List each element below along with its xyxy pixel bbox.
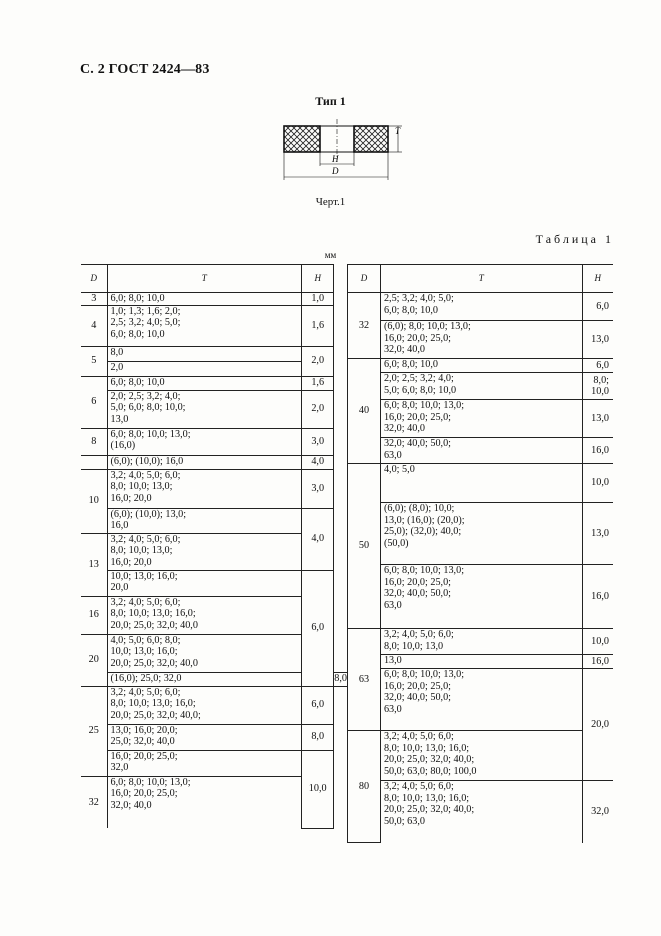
wheel-section-right (354, 126, 388, 152)
cell-t: (6,0); (10,0); 13,0; 16,0 (107, 508, 302, 533)
table-row (348, 321, 614, 359)
cell-t: 6,0; 8,0; 10,0 (107, 376, 302, 390)
table-row (81, 508, 348, 533)
table-row (348, 655, 614, 669)
cell-t: (16,0); 25,0; 32,0 (107, 672, 302, 686)
cell-d: 10 (81, 469, 107, 533)
table-row (348, 629, 614, 655)
cell-h: 4,0 (302, 508, 334, 570)
cell-t: 13,0 (380, 655, 582, 669)
table-row (348, 731, 614, 781)
table-row (348, 400, 614, 438)
cell-t: 4,0; 5,0 (380, 464, 582, 503)
table-row (81, 376, 348, 390)
cell-t: 2,0; 2,5; 3,2; 4,0; 5,0; 6,0; 8,0; 10,0 (380, 373, 582, 400)
cell-h: 32,0 (582, 781, 613, 843)
wheel-drawing (270, 116, 410, 184)
cell-d: 3 (81, 293, 107, 306)
table-row (348, 503, 614, 565)
table-row (348, 293, 614, 321)
cell-d: 5 (81, 346, 107, 376)
table-row (81, 750, 348, 776)
cell-d: 40 (348, 359, 381, 464)
cell-t: 1,0; 1,3; 1,6; 2,0; 2,5; 3,2; 4,0; 5,0; 6,0; 8,0; 10,0 (107, 305, 302, 346)
cell-d: 4 (81, 305, 107, 346)
cell-d: 25 (81, 686, 107, 776)
column-header-h: H (302, 265, 334, 293)
page-header: С. 2 ГОСТ 2424—83 (80, 62, 210, 77)
cell-h: 8,0 (334, 673, 347, 685)
table-row (348, 438, 614, 464)
cell-h: 1,6 (302, 305, 334, 346)
cell-t: 16,0; 20,0; 25,0; 32,0 (107, 750, 302, 776)
column-header-d: D (348, 265, 381, 293)
cell-t: 6,0; 8,0; 10,0 (107, 293, 302, 306)
cell-d (81, 455, 107, 469)
cell-h: 8,0 (302, 724, 334, 750)
cell-d: 32 (81, 776, 107, 828)
cell-t: 6,0; 8,0; 10,0; 13,0; 16,0; 20,0; 25,0; 32,0; 40,0; 50,0; 63,0 (380, 565, 582, 629)
cell-d: 6 (81, 376, 107, 428)
column-header-d: D (81, 265, 107, 293)
cell-t: (6,0); (8,0); 10,0; 13,0; (16,0); (20,0); 25,0); (32,0); 40,0; (50,0) (380, 503, 582, 565)
column-header-t: T (380, 265, 582, 293)
cell-t: 3,2; 4,0; 5,0; 6,0; 8,0; 10,0; 13,0; 16,0; 20,0 (107, 469, 302, 508)
cell-t: 2,5; 3,2; 4,0; 5,0; 6,0; 8,0; 10,0 (380, 293, 582, 321)
table-row (81, 469, 348, 508)
table-row (81, 305, 348, 346)
cell-h: 13,0 (582, 400, 613, 438)
cell-t: 3,2; 4,0; 5,0; 6,0; 8,0; 10,0; 13,0 (380, 629, 582, 655)
cell-t: 32,0; 40,0; 50,0; 63,0 (380, 438, 582, 464)
table-row (348, 373, 614, 400)
table-row (81, 293, 348, 306)
cell-h: 6,0 (582, 293, 613, 321)
cell-t: 8,0 (107, 346, 302, 361)
cell-t: 3,2; 4,0; 5,0; 6,0; 8,0; 10,0; 13,0; 16,0; 20,0; 25,0; 32,0; 40,0; (107, 686, 302, 724)
cell-h: 16,0 (582, 655, 613, 669)
table-row (348, 669, 614, 731)
cell-h: 3,0 (302, 428, 334, 455)
cell-t: 2,0; 2,5; 3,2; 4,0; 5,0; 6,0; 8,0; 10,0; 13,0 (107, 390, 302, 428)
cell-h: 3,0 (302, 469, 334, 508)
cell-t: 6,0; 8,0; 10,0; 13,0; 16,0; 20,0; 25,0; 32,0; 40,0 (380, 400, 582, 438)
cell-h: 13,0 (582, 321, 613, 359)
column-header-h: H (582, 265, 613, 293)
table-row (81, 724, 348, 750)
cell-h: 10,0 (302, 750, 334, 828)
units-label: мм (324, 250, 337, 260)
cell-t: 3,2; 4,0; 5,0; 6,0; 8,0; 10,0; 13,0; 16,0; 20,0; 25,0; 32,0; 40,0; 50,0; 63,0 (380, 781, 582, 843)
cell-t: (6,0); (10,0); 16,0 (107, 455, 302, 469)
cell-t: 3,2; 4,0; 5,0; 6,0; 8,0; 10,0; 13,0; 16,0; 20,0; 25,0; 32,0; 40,0 (107, 596, 302, 634)
cell-d: 32 (348, 293, 381, 359)
table-title: Таблица 1 (535, 232, 614, 246)
cell-d: 80 (348, 731, 381, 843)
label-H: H (332, 154, 339, 164)
cell-h: 8,0; 10,0 (582, 373, 613, 400)
label-D: D (332, 166, 339, 176)
table-row (81, 686, 348, 724)
cell-h: 16,0 (582, 438, 613, 464)
cell-d: 8 (81, 428, 107, 455)
type-title: Тип 1 (315, 94, 346, 108)
cell-d: 20 (81, 634, 107, 686)
cell-d: 50 (348, 464, 381, 629)
cell-t: 4,0; 5,0; 6,0; 8,0; 10,0; 13,0; 16,0; 20,0; 25,0; 32,0; 40,0 (107, 634, 302, 672)
table-row (348, 565, 614, 629)
cell-t: 6,0; 8,0; 10,0; 13,0; (16,0) (107, 428, 302, 455)
table-row (81, 570, 348, 596)
wheel-section-left (284, 126, 320, 152)
cell-t: 13,0; 16,0; 20,0; 25,0; 32,0; 40,0 (107, 724, 302, 750)
cell-h: 16,0 (582, 565, 613, 629)
cell-h: 10,0 (582, 464, 613, 503)
table-row (81, 428, 348, 455)
cell-t: 2,0 (107, 361, 302, 376)
cell-h: 10,0 (582, 629, 613, 655)
cell-d: 63 (348, 629, 381, 731)
cell-h: 6,0 (582, 359, 613, 373)
cell-h: 13,0 (582, 503, 613, 565)
table-row (81, 455, 348, 469)
cell-t: 10,0; 13,0; 16,0; 20,0 (107, 570, 302, 596)
dimensions-table-left (81, 264, 348, 829)
cell-h: 20,0 (582, 669, 613, 781)
cell-h: 2,0 (302, 390, 334, 428)
cell-h: 4,0 (302, 455, 334, 469)
cell-t: 6,0; 8,0; 10,0; 13,0; 16,0; 20,0; 25,0; 32,0; 40,0 (107, 776, 302, 828)
label-T: T (395, 126, 401, 136)
cell-h: 2,0 (302, 346, 334, 376)
drawing-caption: Черт.1 (315, 196, 346, 208)
cell-h: 1,0 (302, 293, 334, 306)
table-row (81, 390, 348, 428)
cell-h: 1,6 (302, 376, 334, 390)
cell-t: 3,2; 4,0; 5,0; 6,0; 8,0; 10,0; 13,0; 16,0; 20,0 (107, 533, 302, 570)
table-row (81, 346, 348, 361)
cell-h: 6,0 (302, 570, 334, 686)
table-row (348, 464, 614, 503)
cell-d: 16 (81, 596, 107, 634)
cell-d: 13 (81, 533, 107, 596)
cell-t: 6,0; 8,0; 10,0; 13,0; 16,0; 20,0; 25,0; 32,0; 40,0; 50,0; 63,0 (380, 669, 582, 731)
cell-t: 3,2; 4,0; 5,0; 6,0; 8,0; 10,0; 13,0; 16,0; 20,0; 25,0; 32,0; 40,0; 50,0; 63,0; 80,0; 100,0 (380, 731, 582, 781)
cell-t: 6,0; 8,0; 10,0 (380, 359, 582, 373)
dimensions-table-right (347, 264, 613, 843)
cell-t: (6,0); 8,0; 10,0; 13,0; 16,0; 20,0; 25,0; 32,0; 40,0 (380, 321, 582, 359)
table-row (348, 781, 614, 843)
cell-h: 6,0 (302, 686, 334, 724)
column-header-t: T (107, 265, 302, 293)
table-row (348, 359, 614, 373)
